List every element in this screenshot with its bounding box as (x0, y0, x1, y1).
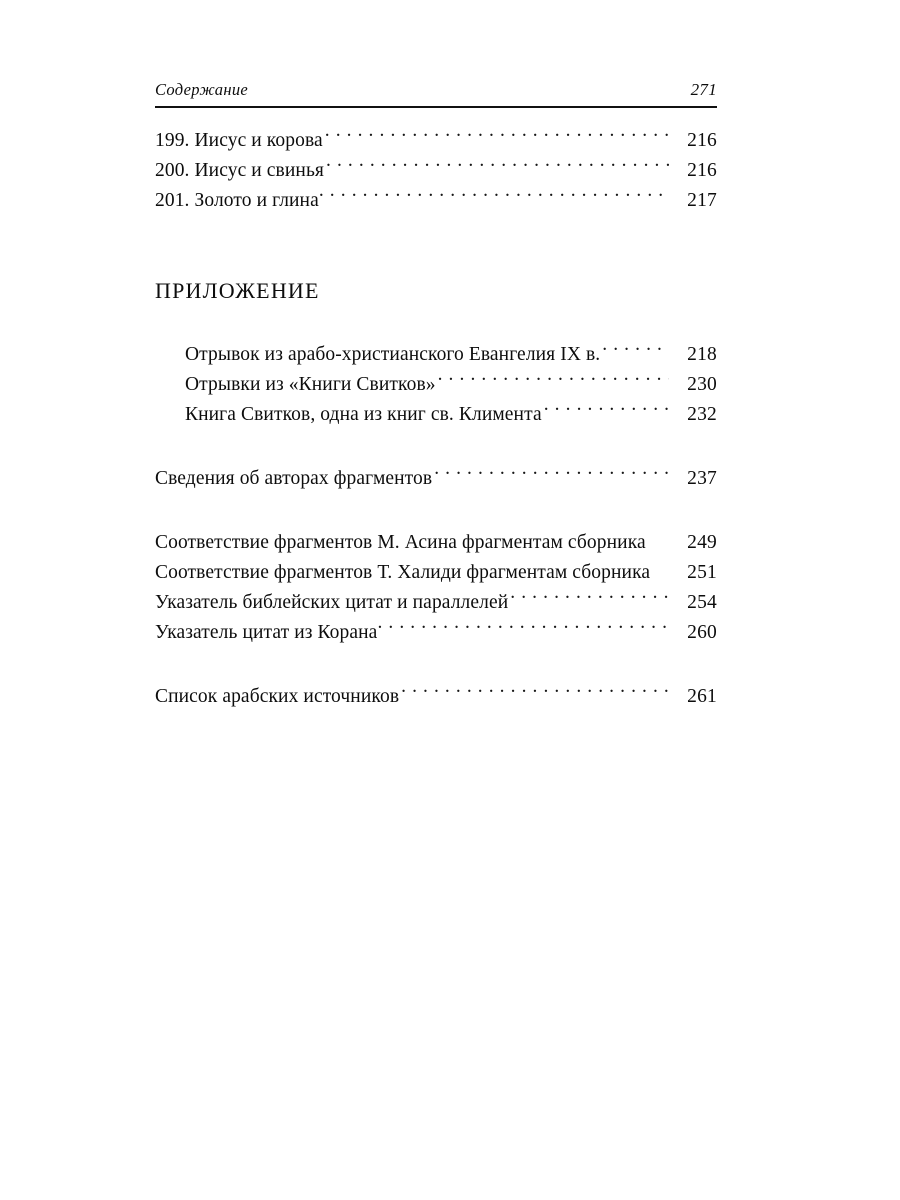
dot-leader (326, 157, 669, 177)
dot-leader (652, 559, 669, 579)
toc-entry-page: 232 (687, 404, 717, 425)
toc-entry (155, 156, 717, 186)
spacer (155, 430, 717, 464)
toc-entry-page: 254 (687, 592, 717, 613)
toc-entry-label: Указатель библейских цитат и параллелей (155, 592, 509, 613)
toc-entry (155, 370, 717, 400)
toc-entry (155, 340, 717, 370)
toc-entry (155, 682, 717, 712)
spacer (155, 494, 717, 528)
toc-entry-label: Соответствие фрагментов М. Асина фрагментам сборника (155, 532, 646, 553)
dot-leader (544, 401, 669, 421)
toc-entry-label: 199. Иисус и корова (155, 130, 323, 151)
toc-entry-page: 230 (687, 374, 717, 395)
toc-entry-label: Сведения об авторах фрагментов (155, 468, 433, 489)
toc-entry-label: Книга Свитков, одна из книг св. Климента (185, 404, 542, 425)
dot-leader (401, 683, 669, 703)
dot-leader (648, 529, 669, 549)
dot-leader (510, 589, 669, 609)
toc-entry-page: 251 (687, 562, 717, 583)
toc-entry-page: 216 (687, 130, 717, 151)
toc-entry (155, 558, 717, 588)
toc-entry-page: 237 (687, 468, 717, 489)
toc-entry-page: 216 (687, 160, 717, 181)
spacer (155, 216, 717, 276)
appendix-heading: ПРИЛОЖЕНИЕ (155, 278, 320, 303)
toc-entry-label: Отрывок из арабо-христианского Евангелия IX в. (185, 344, 601, 365)
dot-leader (602, 341, 669, 361)
toc-entry (155, 618, 717, 648)
toc-entry-label: Указатель цитат из Корана (155, 622, 378, 643)
toc-entry-page: 217 (687, 190, 717, 211)
running-head-title: Содержание (155, 80, 249, 99)
toc-entry (155, 464, 717, 494)
toc-entry-page: 260 (687, 622, 717, 643)
toc-entry-page: 261 (687, 686, 717, 707)
running-head-folio: 271 (690, 80, 717, 99)
toc-entry-label: Соответствие фрагментов Т. Халиди фрагментам сборника (155, 562, 651, 583)
toc-entry (155, 186, 717, 216)
header-rule (155, 106, 717, 108)
toc-entry-label: 201. Золото и глина (155, 190, 319, 211)
toc-entry-label: Отрывки из «Книги Свитков» (185, 374, 436, 395)
toc-entry (155, 400, 717, 430)
toc-entry (155, 126, 717, 156)
dot-leader (319, 187, 669, 207)
table-of-contents (155, 126, 717, 712)
toc-entry-label: Список арабских источников (155, 686, 400, 707)
spacer (155, 306, 717, 340)
spacer (155, 648, 717, 682)
dot-leader (438, 371, 669, 391)
toc-entry (155, 528, 717, 558)
toc-entry-page: 249 (687, 532, 717, 553)
toc-entry-label: 200. Иисус и свинья (155, 160, 325, 181)
dot-leader (377, 619, 669, 639)
dot-leader (434, 465, 669, 485)
dot-leader (325, 127, 669, 147)
toc-entry-page: 218 (687, 344, 717, 365)
running-head (155, 80, 717, 108)
toc-entry (155, 588, 717, 618)
